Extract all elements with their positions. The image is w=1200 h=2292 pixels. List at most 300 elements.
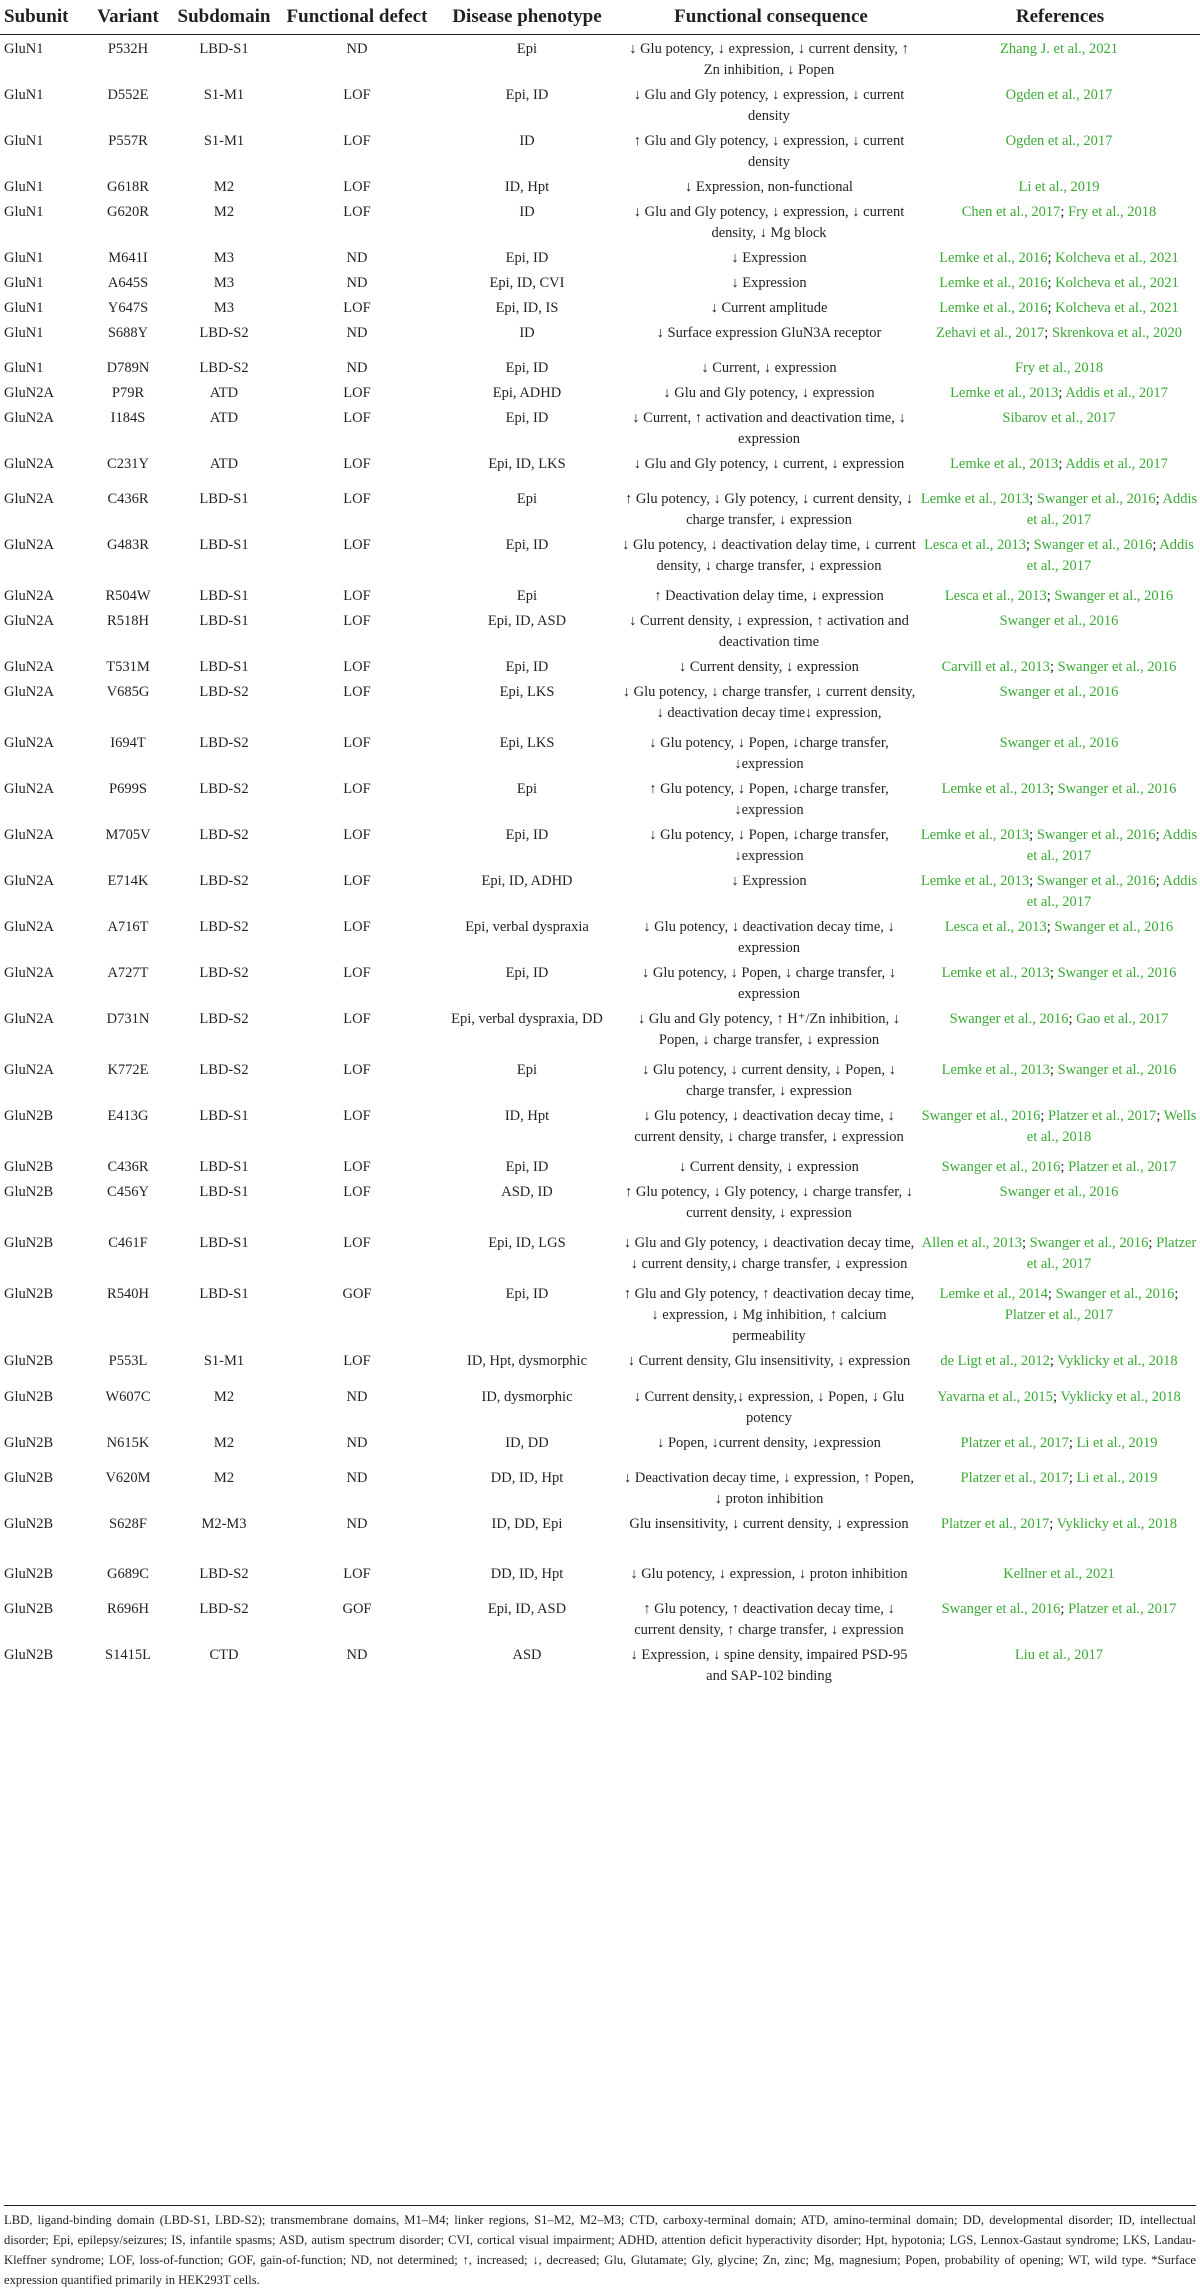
cell-subdomain: LBD-S2 [199,873,249,889]
cell-references: Chen et al., 2017; Fry et al., 2018 [961,204,1157,220]
reference-link[interactable]: Li et al., 2019 [1076,1470,1158,1486]
cell-disease-phenotype: Epi, ID, ASD [487,613,567,629]
table-row [0,269,1200,294]
cell-variant: P532H [107,41,149,57]
reference-link[interactable]: Swanger et al., 2016 [1057,1062,1177,1078]
reference-link[interactable]: Addis et al., 2017 [1026,537,1194,574]
reference-link[interactable]: Zehavi et al., 2017 [935,325,1045,341]
cell-subdomain: ATD [209,410,239,426]
header-references: References [920,0,1200,35]
reference-link[interactable]: Swanger et al., 2016 [1029,1235,1149,1251]
cell-functional-consequence: ↓ Glu and Gly potency, ↓ deactivation decay time, ↓ current density,↓ charge transfer, ↓ expression [623,1235,915,1272]
cell-references: Allen et al., 2013; Swanger et al., 2016; Platzer et al., 2017 [921,1235,1197,1272]
reference-link[interactable]: Swanger et al., 2016 [1054,588,1174,604]
reference-link[interactable]: Ogden et al., 2017 [1005,133,1113,149]
cell-variant: A727T [107,965,149,981]
table-row [0,127,1200,173]
cell-subunit: GluN2A [4,873,54,889]
cell-functional-defect: LOF [343,965,371,981]
cell-subdomain: LBD-S1 [199,659,249,675]
reference-link[interactable]: Swanger et al., 2016 [999,684,1119,700]
reference-link[interactable]: Platzer et al., 2017 [1068,1601,1177,1617]
table-row [0,379,1200,404]
reference-link[interactable]: Fry et al., 2018 [1014,360,1104,376]
reference-link[interactable]: Swanger et al., 2016 [941,1601,1061,1617]
cell-disease-phenotype: Epi, ID, IS [495,300,559,316]
cell-variant: G618R [107,179,149,195]
cell-disease-phenotype: ID, DD, Epi [491,1516,563,1532]
cell-functional-defect: LOF [343,491,371,507]
cell-functional-consequence: ↓ Glu potency, ↓ current density, ↓ Popen, ↓ charge transfer, ↓ expression [642,1062,896,1099]
reference-link[interactable]: Lemke et al., 2013 [950,456,1059,472]
cell-functional-defect: LOF [343,410,371,426]
reference-link[interactable]: Li et al., 2019 [1018,179,1100,195]
cell-subdomain: LBD-S2 [199,1011,249,1027]
reference-link[interactable]: Platzer et al., 2017 [1026,1235,1197,1272]
reference-link[interactable]: Swanger et al., 2016 [1057,781,1177,797]
table-row [0,1641,1200,1692]
reference-link[interactable]: Platzer et al., 2017 [1068,1159,1177,1175]
cell-functional-consequence: ↓ Glu potency, ↓ Popen, ↓ charge transfer, ↓ expression [642,965,896,1002]
cell-disease-phenotype: ASD, ID [501,1184,553,1200]
reference-link[interactable]: Swanger et al., 2016 [1055,1286,1175,1302]
cell-disease-phenotype: Epi, ID, ADHD [481,873,573,889]
reference-link[interactable]: Gao et al., 2017 [1076,1011,1169,1027]
cell-references [920,1641,1200,1692]
cell-functional-consequence: ↑ Glu and Gly potency, ↓ expression, ↓ current density [633,133,905,170]
reference-link[interactable]: Li et al., 2019 [1076,1435,1158,1451]
cell-variant: I694T [110,735,146,751]
cell-subunit: GluN2B [4,1184,54,1200]
cell-subunit: GluN1 [4,87,44,103]
reference-link[interactable]: Addis et al., 2017 [1026,827,1198,864]
table-row [0,1429,1200,1464]
cell-disease-phenotype: Epi, ID [505,410,549,426]
cell-subdomain: LBD-S2 [199,1601,249,1617]
reference-link[interactable]: Swanger et al., 2016 [921,1108,1041,1124]
cell-functional-defect: LOF [343,659,371,675]
cell-references: Swanger et al., 2016; Platzer et al., 2017 [941,1159,1177,1175]
cell-disease-phenotype: Epi, ID, LKS [488,456,566,472]
reference-link[interactable]: Swanger et al., 2016 [999,735,1119,751]
reference-link[interactable]: Yavarna et al., 2015 [937,1389,1053,1405]
cell-disease-phenotype: Epi, ID [505,659,549,675]
reference-link[interactable]: Lemke et al., 2013 [941,965,1050,981]
reference-link[interactable]: Chen et al., 2017 [961,204,1061,220]
cell-functional-defect: LOF [343,919,371,935]
cell-references: Lemke et al., 2013; Addis et al., 2017 [950,385,1168,401]
cell-disease-phenotype: DD, ID, Hpt [490,1566,564,1582]
cell-disease-phenotype: Epi [516,781,538,797]
reference-link[interactable]: Vyklicky et al., 2018 [1056,1516,1178,1532]
reference-link[interactable]: Lemke et al., 2016 [939,275,1048,291]
cell-variant: V685G [106,684,150,700]
cell-disease-phenotype: Epi [516,491,538,507]
reference-link[interactable]: Lemke et al., 2013 [920,827,1030,843]
cell-variant: T531M [106,659,150,675]
cell-subdomain: LBD-S1 [199,613,249,629]
reference-link[interactable]: Swanger et al., 2016 [1036,827,1156,843]
cell-subunit: GluN2A [4,613,54,629]
cell-functional-defect: LOF [343,613,371,629]
reference-link[interactable]: Swanger et al., 2016 [941,1159,1061,1175]
cell-subdomain: LBD-S2 [199,781,249,797]
cell-functional-defect: LOF [343,684,371,700]
table-row [0,319,1200,354]
reference-link[interactable]: Lemke et al., 2013 [941,781,1050,797]
cell-disease-phenotype: Epi, ID [505,87,549,103]
cell-references: Platzer et al., 2017; Li et al., 2019 [960,1470,1158,1486]
cell-subdomain: LBD-S1 [199,1184,249,1200]
cell-disease-phenotype: Epi [516,41,538,57]
cell-subunit: GluN2B [4,1516,54,1532]
reference-link[interactable]: Vyklicky et al., 2018 [1060,1389,1181,1405]
cell-functional-defect: ND [346,360,368,376]
cell-disease-phenotype: Epi [516,588,538,604]
cell-functional-defect: LOF [343,179,371,195]
header-disease-phenotype: Disease phenotype [432,0,622,35]
cell-functional-consequence: ↓ Surface expression GluN3A receptor [656,325,882,341]
cell-variant: C456Y [107,1184,149,1200]
table-row [0,867,1200,913]
reference-link[interactable]: Lemke et al., 2016 [939,300,1048,316]
reference-link[interactable]: Liu et al., 2017 [1014,1647,1104,1663]
cell-references: Lemke et al., 2016; Kolcheva et al., 2021 [939,300,1179,316]
cell-functional-consequence: ↓ Glu potency, ↓ expression, ↓ proton inhibition [630,1566,908,1582]
cell-references [920,607,1200,653]
reference-link[interactable]: Lemke et al., 2013 [950,385,1059,401]
cell-references: Lemke et al., 2013; Addis et al., 2017 [950,456,1168,472]
cell-subunit: GluN2A [4,537,54,553]
reference-link[interactable]: Swanger et al., 2016 [1054,919,1174,935]
cell-functional-defect: LOF [343,873,371,889]
reference-link[interactable]: Kellner et al., 2021 [1003,1566,1115,1582]
cell-subunit: GluN2B [4,1235,54,1251]
cell-disease-phenotype: Epi, LKS [499,735,555,751]
cell-subunit: GluN1 [4,300,44,316]
cell-variant: D731N [106,1011,150,1027]
table-row [0,198,1200,244]
cell-disease-phenotype: ID, Hpt [504,179,550,195]
cell-subdomain: ATD [209,456,239,472]
cell-subdomain: LBD-S1 [199,1108,249,1124]
cell-functional-defect: LOF [343,1108,371,1124]
reference-link[interactable]: Platzer et al., 2017 [940,1516,1050,1532]
cell-variant: M705V [105,827,151,843]
reference-link[interactable]: Swanger et al., 2016 [1057,965,1177,981]
cell-subunit: GluN2B [4,1353,54,1369]
reference-link[interactable]: Lemke et al., 2013 [920,873,1030,889]
cell-subunit: GluN2B [4,1601,54,1617]
cell-subdomain: M2 [213,204,235,220]
cell-references [920,404,1200,450]
table-row [0,173,1200,198]
cell-subunit: GluN2A [4,456,54,472]
cell-functional-defect: LOF [343,300,371,316]
cell-subdomain: M3 [213,300,235,316]
cell-references: Lemke et al., 2014; Swanger et al., 2016; Platzer et al., 2017 [939,1286,1179,1323]
cell-subunit: GluN2A [4,1062,54,1078]
cell-disease-phenotype: Epi, verbal dyspraxia, DD [451,1011,603,1027]
cell-subunit: GluN2B [4,1286,54,1302]
cell-references: Lesca et al., 2013; Swanger et al., 2016 [944,588,1174,604]
reference-link[interactable]: Kolcheva et al., 2021 [1055,275,1179,291]
cell-functional-consequence: ↓ Glu potency, ↓ deactivation decay time, ↓ expression [643,919,895,956]
table-row [0,1595,1200,1641]
cell-disease-phenotype: ID, Hpt [504,1108,550,1124]
table-row [0,821,1200,867]
table-row [0,81,1200,127]
cell-references: Lemke et al., 2013; Swanger et al., 2016 [941,781,1177,797]
cell-subunit: GluN2B [4,1435,54,1451]
reference-link[interactable]: Vyklicky et al., 2018 [1057,1353,1178,1369]
reference-link[interactable]: Platzer et al., 2017 [1004,1307,1114,1323]
cell-functional-defect: LOF [343,1062,371,1078]
cell-subdomain: S1-M1 [203,1353,245,1369]
cell-subdomain: LBD-S1 [199,1235,249,1251]
cell-references: Swanger et al., 2016; Platzer et al., 2017; Wells et al., 2018 [921,1108,1197,1145]
cell-disease-phenotype: Epi, LKS [499,684,555,700]
cell-functional-defect: LOF [343,133,371,149]
reference-link[interactable]: Lesca et al., 2013 [944,919,1047,935]
cell-functional-consequence: ↓ Current density, ↓ expression [679,659,859,675]
cell-subdomain: LBD-S1 [199,588,249,604]
cell-disease-phenotype: ID [519,133,535,149]
header-subunit: Subunit [0,0,90,35]
reference-link[interactable]: Lemke et al., 2013 [941,1062,1050,1078]
cell-functional-defect: GOF [342,1601,372,1617]
cell-references: Lemke et al., 2013; Swanger et al., 2016 [941,1062,1177,1078]
cell-variant: C436R [107,491,149,507]
cell-disease-phenotype: Epi, verbal dyspraxia [465,919,589,935]
cell-references [920,678,1200,729]
cell-variant: G483R [107,537,149,553]
cell-subdomain: LBD-S2 [199,735,249,751]
cell-references: Zehavi et al., 2017; Skrenkova et al., 2020 [935,325,1183,341]
cell-subdomain: LBD-S2 [199,360,249,376]
cell-references [920,173,1200,198]
cell-functional-defect: LOF [343,1353,371,1369]
cell-variant: Y647S [107,300,149,316]
cell-disease-phenotype: ID [519,204,535,220]
cell-functional-consequence: ↓ Current, ↑ activation and deactivation time, ↓ expression [632,410,906,447]
cell-subdomain: CTD [209,1647,239,1663]
cell-subdomain: M3 [213,275,235,291]
cell-references: Swanger et al., 2016; Gao et al., 2017 [949,1011,1169,1027]
cell-subunit: GluN1 [4,275,44,291]
reference-link[interactable]: Lesca et al., 2013 [944,588,1047,604]
cell-subunit: GluN2B [4,1470,54,1486]
cell-disease-phenotype: ASD [512,1647,542,1663]
cell-disease-phenotype: Epi, ID [505,827,549,843]
cell-subdomain: LBD-S1 [199,1159,249,1175]
reference-link[interactable]: Addis et al., 2017 [1026,491,1198,528]
cell-disease-phenotype: Epi, ID [505,965,549,981]
reference-link[interactable]: Carvill et al., 2013 [941,659,1050,675]
cell-functional-defect: ND [346,1389,368,1405]
cell-functional-defect: ND [346,250,368,266]
cell-functional-consequence: ↓ Current density, ↓ expression, ↑ activation and deactivation time [629,613,909,650]
cell-variant: G689C [107,1566,149,1582]
cell-subunit: GluN2A [4,965,54,981]
cell-functional-consequence: ↓ Glu and Gly potency, ↓ expression, ↓ current density [633,87,905,124]
cell-subdomain: LBD-S2 [199,965,249,981]
cell-disease-phenotype: Epi, ID, CVI [489,275,565,291]
cell-disease-phenotype: Epi, ADHD [492,385,562,401]
cell-references: Lemke et al., 2013; Swanger et al., 2016; Addis et al., 2017 [920,827,1198,864]
cell-functional-consequence: ↑ Glu and Gly potency, ↑ deactivation decay time, ↓ expression, ↓ Mg inhibition, ↑ calcium permeability [623,1286,915,1344]
reference-link[interactable]: Wells et al., 2018 [1026,1108,1197,1145]
cell-variant: R696H [107,1601,149,1617]
cell-subdomain: S1-M1 [203,87,245,103]
cell-subdomain: LBD-S1 [199,1286,249,1302]
cell-variant: R540H [107,1286,149,1302]
cell-variant: P553L [108,1353,148,1369]
cell-references: Yavarna et al., 2015; Vyklicky et al., 2018 [937,1389,1181,1405]
cell-subdomain: ATD [209,385,239,401]
table-row [0,959,1200,1005]
cell-variant: E714K [107,873,149,889]
cell-subunit: GluN1 [4,133,44,149]
reference-link[interactable]: Allen et al., 2013 [921,1235,1022,1251]
cell-variant: R504W [105,588,151,604]
cell-variant: P699S [109,781,147,797]
table-row [0,678,1200,729]
cell-variant: P79R [111,385,145,401]
reference-link[interactable]: Swanger et al., 2016 [1036,873,1156,889]
reference-link[interactable]: Fry et al., 2018 [1068,204,1157,220]
cell-functional-consequence: ↓ Expression [731,250,807,266]
cell-disease-phenotype: Epi, ID [505,537,549,553]
cell-subunit: GluN2A [4,1011,54,1027]
cell-subunit: GluN2A [4,491,54,507]
cell-functional-consequence: ↓ Deactivation decay time, ↓ expression, ↑ Popen, ↓ proton inhibition [624,1470,914,1507]
reference-link[interactable]: Addis et al., 2017 [1065,385,1168,401]
cell-functional-defect: LOF [343,1184,371,1200]
table-row [0,35,1200,82]
reference-link[interactable]: Lemke et al., 2013 [920,491,1030,507]
cell-disease-phenotype: Epi, ID [505,250,549,266]
table-row [0,1560,1200,1595]
reference-link[interactable]: de Ligt et al., 2012 [940,1353,1050,1369]
cell-subunit: GluN2A [4,410,54,426]
cell-references [920,1560,1200,1595]
reference-link[interactable]: Swanger et al., 2016 [949,1011,1069,1027]
cell-functional-consequence: ↓ Current amplitude [710,300,828,316]
reference-link[interactable]: Sibarov et al., 2017 [1002,410,1116,426]
cell-references [920,35,1200,82]
reference-link[interactable]: Swanger et al., 2016 [1057,659,1177,675]
cell-functional-defect: LOF [343,735,371,751]
cell-functional-defect: LOF [343,537,371,553]
cell-subunit: GluN2A [4,735,54,751]
cell-disease-phenotype: ID, DD [505,1435,549,1451]
cell-functional-consequence: ↑ Deactivation delay time, ↓ expression [654,588,884,604]
cell-functional-defect: ND [346,1647,368,1663]
cell-references: Lemke et al., 2013; Swanger et al., 2016; Addis et al., 2017 [920,491,1198,528]
cell-references: Lemke et al., 2013; Swanger et al., 2016; Addis et al., 2017 [920,873,1198,910]
table-row [0,354,1200,379]
cell-subdomain: S1-M1 [203,133,245,149]
cell-functional-consequence: ↓ Glu and Gly potency, ↓ expression, ↓ current density, ↓ Mg block [633,204,905,241]
cell-functional-consequence: ↓ Current density, ↓ expression [679,1159,859,1175]
table-row [0,913,1200,959]
cell-references: Lesca et al., 2013; Swanger et al., 2016; Addis et al., 2017 [924,537,1194,574]
cell-subdomain: M2 [213,1435,235,1451]
cell-variant: G620R [107,204,149,220]
cell-subunit: GluN2B [4,1159,54,1175]
cell-functional-consequence: ↓ Glu and Gly potency, ↓ expression [663,385,875,401]
table-row [0,607,1200,653]
cell-subdomain: LBD-S1 [199,41,249,57]
reference-link[interactable]: Addis et al., 2017 [1026,873,1198,910]
cell-subunit: GluN1 [4,179,44,195]
reference-link[interactable]: Swanger et al., 2016 [1033,537,1153,553]
cell-disease-phenotype: Epi [516,1062,538,1078]
cell-disease-phenotype: Epi, ID [505,360,549,376]
table-row [0,450,1200,485]
reference-link[interactable]: Platzer et al., 2017 [960,1435,1069,1451]
reference-link[interactable]: Lemke et al., 2014 [939,1286,1048,1302]
cell-disease-phenotype: Epi, ID [505,1159,549,1175]
header-variant: Variant [90,0,166,35]
cell-functional-defect: GOF [342,1286,372,1302]
cell-functional-consequence: ↑ Glu potency, ↓ Gly potency, ↓ current density, ↓ charge transfer, ↓ expression [625,491,913,528]
header-functional-defect: Functional defect [282,0,432,35]
reference-link[interactable]: Platzer et al., 2017 [1048,1108,1157,1124]
cell-functional-consequence: ↓ Current, ↓ expression [701,360,837,376]
reference-link[interactable]: Lesca et al., 2013 [924,537,1026,553]
cell-subdomain: LBD-S2 [199,1566,249,1582]
reference-link[interactable]: Kolcheva et al., 2021 [1055,300,1179,316]
cell-subunit: GluN2B [4,1108,54,1124]
table-row [0,1229,1200,1280]
reference-link[interactable]: Ogden et al., 2017 [1005,87,1113,103]
reference-link[interactable]: Skrenkova et al., 2020 [1051,325,1183,341]
cell-functional-consequence: ↓ Expression [731,873,807,889]
cell-functional-consequence: ↓ Glu potency, ↓ deactivation decay time, ↓ current density, ↓ charge transfer, ↓ expression [634,1108,904,1145]
cell-subdomain: LBD-S2 [199,827,249,843]
cell-functional-defect: LOF [343,781,371,797]
reference-link[interactable]: Addis et al., 2017 [1065,456,1168,472]
cell-subdomain: LBD-S2 [199,325,249,341]
cell-functional-defect: ND [346,325,368,341]
reference-link[interactable]: Kolcheva et al., 2021 [1055,250,1179,266]
reference-link[interactable]: Lemke et al., 2016 [939,250,1048,266]
table-row [0,244,1200,269]
cell-functional-defect: LOF [343,87,371,103]
cell-variant: S628F [109,1516,147,1532]
reference-link[interactable]: Platzer et al., 2017 [960,1470,1069,1486]
cell-references [920,354,1200,379]
reference-link[interactable]: Swanger et al., 2016 [999,613,1119,629]
cell-subunit: GluN2A [4,919,54,935]
cell-disease-phenotype: ID [519,325,535,341]
cell-subunit: GluN1 [4,204,44,220]
cell-subdomain: M2-M3 [201,1516,247,1532]
cell-functional-consequence: ↓ Current density,↓ expression, ↓ Popen, ↓ Glu potency [633,1389,905,1426]
reference-link[interactable]: Zhang J. et al., 2021 [1000,41,1118,57]
cell-variant: D789N [106,360,150,376]
reference-link[interactable]: Swanger et al., 2016 [999,1184,1119,1200]
cell-functional-defect: LOF [343,456,371,472]
reference-link[interactable]: Swanger et al., 2016 [1036,491,1156,507]
table-row [0,653,1200,678]
table-header-row [0,0,1200,35]
cell-subdomain: LBD-S2 [199,919,249,935]
cell-subdomain: LBD-S2 [199,684,249,700]
cell-variant: M641I [108,250,148,266]
